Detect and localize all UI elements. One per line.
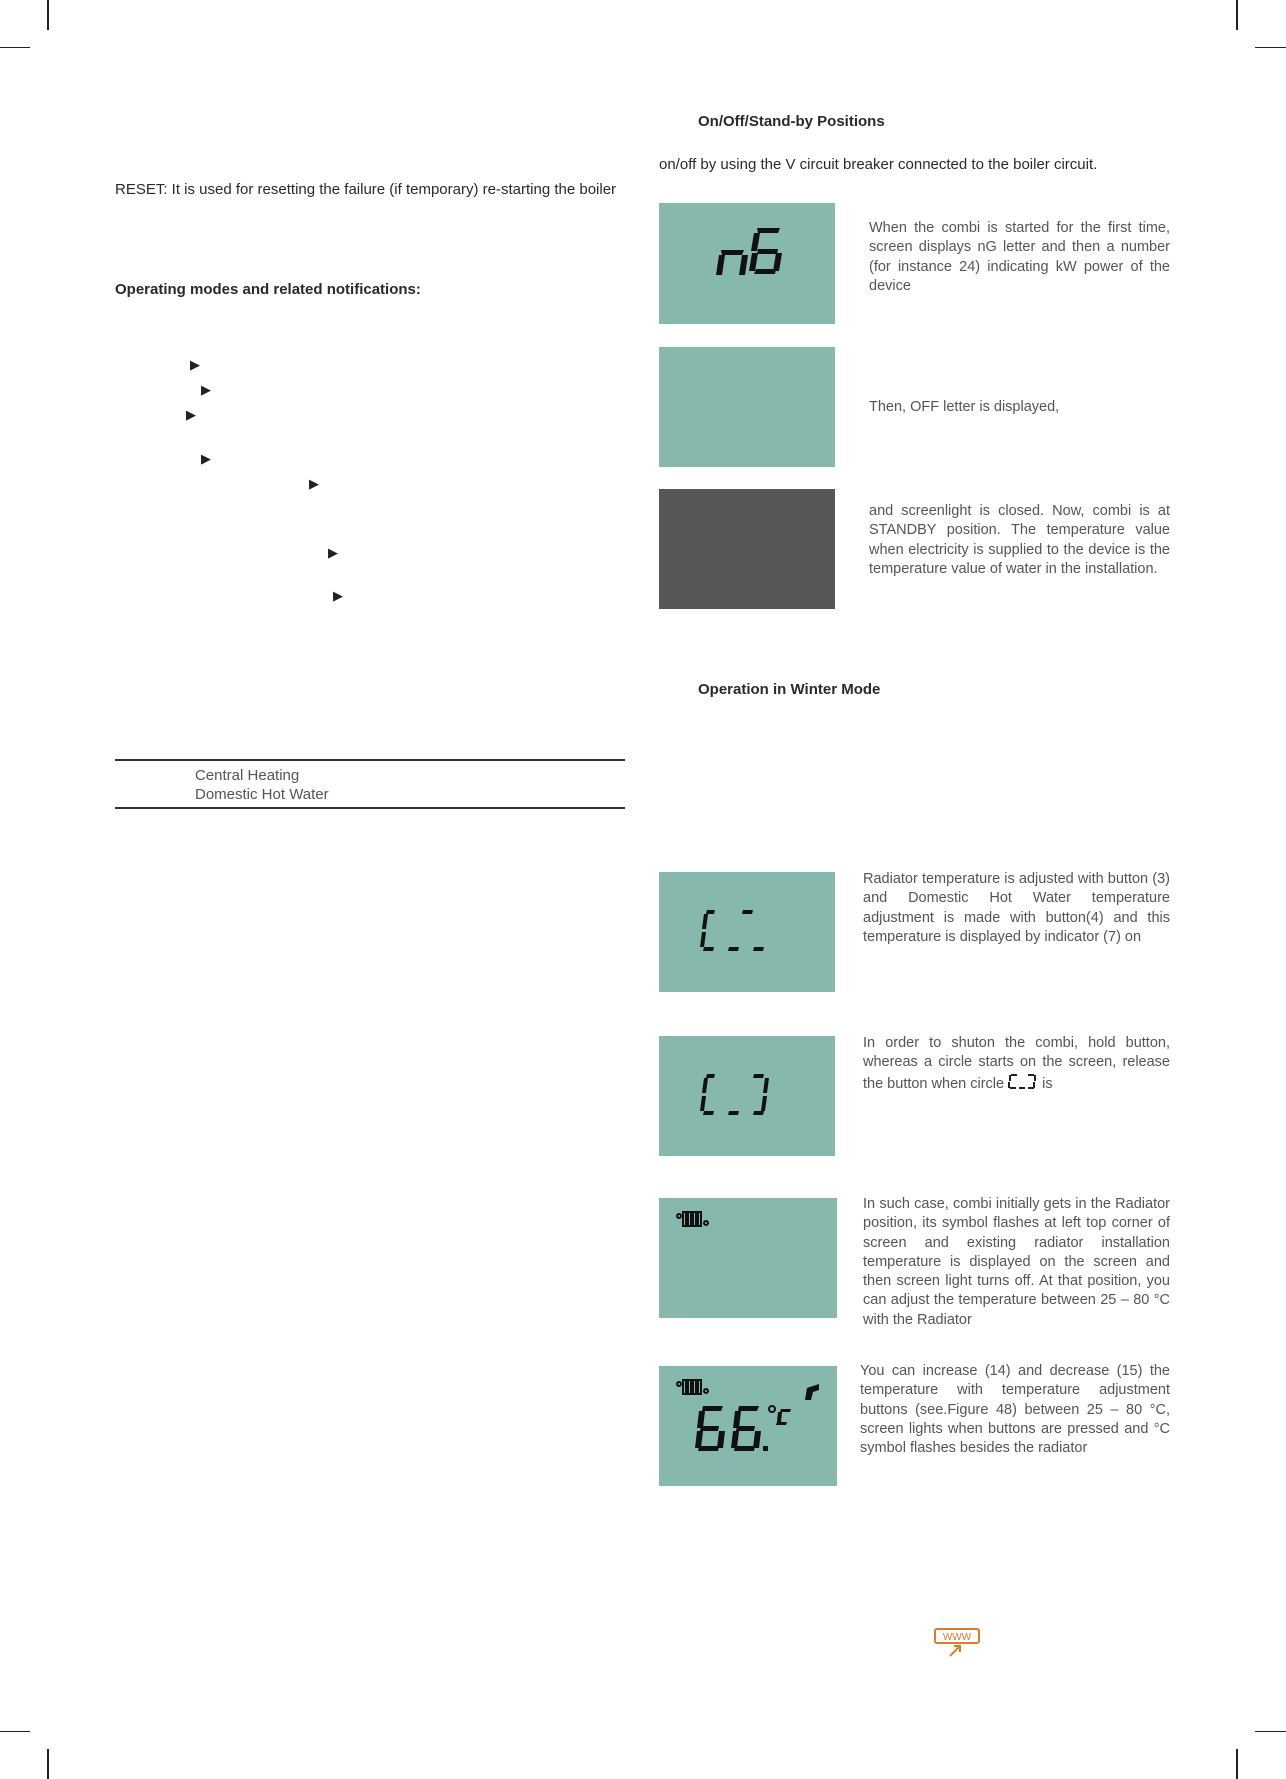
panel-ng-description: When the combi is started for the first time, screen displays nG letter and then a number (for instance 24) indicating kW power of the device — [869, 220, 1170, 294]
panel-radiator-position-description: In such case, combi initially gets in the Radiator position, its symbol flashes at left top corner of screen and existing radiator installation temperature is displayed on the screen and then screen light turns off. At that position, you can adjust the temperature between 25 – 80 °C with the Radiator — [863, 1196, 1170, 1328]
crop-mark — [1236, 0, 1238, 30]
shutdown-text-end: is — [1042, 1075, 1053, 1092]
arrow-bullet-icon: ▶ — [328, 545, 338, 560]
crop-mark — [47, 1749, 49, 1779]
lcd-display-standby — [659, 489, 835, 609]
circle-segment-icon — [1008, 1073, 1038, 1095]
crop-mark — [1255, 1731, 1286, 1732]
lcd-display-off — [659, 347, 835, 467]
lcd-display-segment-c — [659, 872, 835, 992]
arrow-bullet-icon: ▶ — [309, 476, 319, 491]
operating-modes-heading: Operating modes and related notifications: — [115, 281, 421, 298]
panel-shutdown-description — [863, 1034, 1170, 1095]
www-link-icon[interactable] — [934, 1628, 982, 1663]
ng-segment-digits — [659, 203, 835, 324]
svg-text:WWW: WWW — [942, 1632, 972, 1643]
crop-mark — [0, 47, 30, 48]
panel-off-description: Then, OFF letter is displayed, — [869, 399, 1060, 415]
shutdown-text: In order to shuton the combi, hold button, whereas a circle starts on the screen, release the button when circle — [863, 1035, 1170, 1092]
panel-radiator-adjust-description: Radiator temperature is adjusted with button (3) and Domestic Hot Water temperature adjustment is made with button(4) and this temperature is displayed by indicator (7) on — [863, 871, 1170, 945]
circle-segment-digits — [659, 1036, 835, 1156]
lcd-display-circle — [659, 1036, 835, 1156]
panel-temperature-adjust-description: You can increase (14) and decrease (15) the temperature with temperature adjustment buttons (see.Figure 48) between 25 – 80 °C, screen lights when buttons are pressed and °C symbol flashes besides the radiator — [860, 1363, 1170, 1457]
lcd-display-66c — [659, 1366, 837, 1486]
radiator-icon — [659, 1198, 837, 1318]
crop-mark — [0, 1731, 30, 1732]
lcd-display-ng — [659, 203, 835, 324]
segment-c-digits — [659, 872, 835, 992]
onoff-standby-heading: On/Off/Stand-by Positions — [698, 113, 885, 130]
crop-mark — [1255, 47, 1286, 48]
arrow-bullet-icon: ▶ — [333, 588, 343, 603]
abbreviation-row-domestic-hot-water: Domestic Hot Water — [195, 786, 329, 803]
abbreviation-row-central-heating: Central Heating — [195, 767, 300, 784]
arrow-bullet-icon: ▶ — [201, 451, 211, 466]
crop-mark — [1236, 1749, 1238, 1779]
reset-description: RESET: It is used for resetting the failure (if temporary) re-starting the boiler — [115, 181, 617, 198]
arrow-bullet-icon: ▶ — [190, 357, 200, 372]
crop-mark — [47, 0, 49, 30]
winter-mode-heading: Operation in Winter Mode — [698, 681, 881, 698]
temperature-66c-display — [659, 1366, 837, 1486]
arrow-bullet-icon: ▶ — [186, 407, 196, 422]
panel-standby-description: and screenlight is closed. Now, combi is at STANDBY position. The temperature value when electricity is supplied to the device is the temperature value of water in the installation. — [869, 503, 1170, 577]
arrow-bullet-icon: ▶ — [201, 382, 211, 397]
onoff-intro-text: on/off by using the V circuit breaker connected to the boiler circuit. — [659, 156, 1098, 173]
abbreviation-table — [115, 759, 625, 809]
lcd-display-radiator — [659, 1198, 837, 1318]
